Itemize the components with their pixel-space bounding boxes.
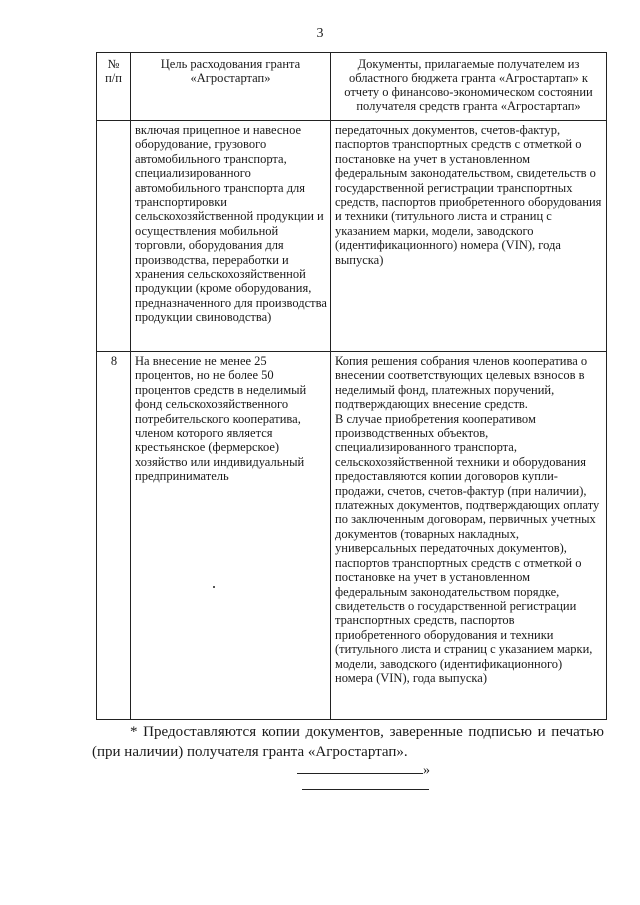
header-number-text: № п/п: [105, 57, 122, 85]
closing-quote: »: [423, 763, 430, 778]
signature-underline: [297, 761, 423, 774]
header-documents-text: Документы, прилагаемые получателем из областного бюджета гранта «Агростартап» к отчету о финансово-экономическом состоянии получателя средств гранта «Агростартап»: [344, 57, 593, 113]
header-number: [97, 53, 131, 121]
header-purpose: [131, 53, 331, 121]
row-documents: Копия решения собрания членов кооператива о внесении соответствующих целевых взносов в неделимый фонд, платежных поручений, подтверждающих внесение средств. В случае приобретения кооперативом производственных объектов, специализированного транспорта, сельскохозяйственной техники и оборудования предоставляются копии договоров купли-продажи, счетов, счетов-фактур (при наличии), платежных документов, подтверждающих оплату по заключенным договорам, первичных учетных документов (товарных накладных, универсальных передаточных документов), паспортов транспортных средств с отметкой о постановке на учет в установленном федеральным законодательством порядке, свидетельств о государственной регистрации транспортных средств, паспортов приобретенного оборудования и техники (титульного листа и страниц с указанием марки, модели, заводского (идентификационного) номера (VIN), года выпуска): [331, 352, 607, 720]
row-purpose: включая прицепное и навесное оборудование, грузового автомобильного транспорта, специализированного автомобильного транспорта для транспортировки сельскохозяйственной продукции и осуществления мобильной торговли, оборудования для производства, переработки и хранения сельскохозяйственной продукции (кроме оборудования, предназначенного для производства продукции свиноводства): [131, 121, 331, 352]
row-purpose: На внесение не менее 25 процентов, но не более 50 процентов средств в неделимый фонд сельскохозяйственного потребительского кооператива, членом которого является крестьянское (фермерское) хозяйство или индивидуальный предприниматель: [131, 352, 331, 720]
table-row: [97, 121, 607, 352]
page-number: 3: [316, 26, 324, 41]
grant-documents-table: [96, 52, 607, 720]
scan-speck: [213, 586, 215, 588]
end-of-document-line: [302, 789, 429, 790]
row-documents: передаточных документов, счетов-фактур, паспортов транспортных средств с отметкой о постановке на учет в установленном федеральным законодательством, свидетельств о государственной регистрации транспортных средств, паспортов приобретенного оборудования и техники (титульного листа и страниц с указанием марки, модели, заводского (идентификационного) номера (VIN), года выпуска): [331, 121, 607, 352]
header-purpose-text: Цель расходования гранта «Агростартап»: [160, 57, 301, 85]
closing-signature-line: [297, 761, 430, 779]
table-row: [97, 352, 607, 720]
row-number: [97, 121, 131, 352]
header-documents: [331, 53, 607, 121]
table-header-row: [97, 53, 607, 121]
row-number: 8: [97, 352, 131, 720]
footnote: * Предоставляются копии документов, заверенные подписью и печатью (при наличии) получателя гранта «Агростартап».: [92, 724, 604, 760]
